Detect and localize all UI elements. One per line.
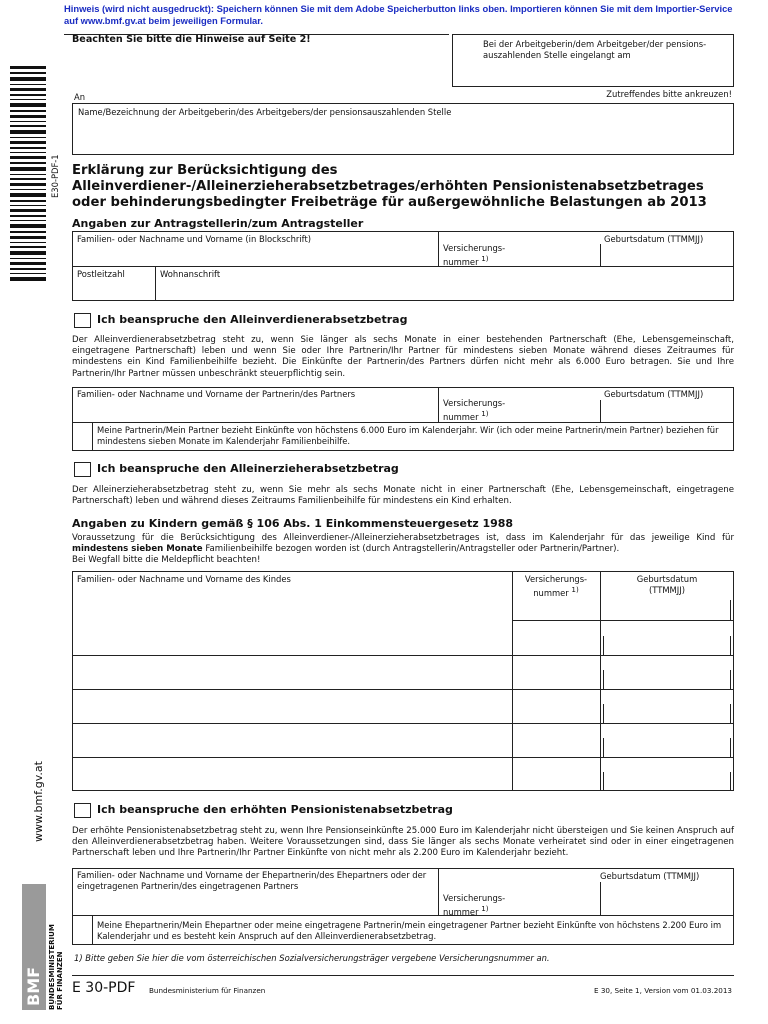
spouse-dob-label: Geburtsdatum (TTMMJJ): [600, 871, 700, 881]
spouse-name-input[interactable]: [74, 892, 434, 913]
pensionist-label: Ich beanspruche den erhöhten Pensionistenabsetzbetrag: [97, 803, 453, 816]
employer-label: Name/Bezeichnung der Arbeitgeberin/des Arbeitgebers/der pensionsauszahlenden Stelle: [78, 107, 452, 117]
received-label: Bei der Arbeitgeberin/dem Arbeitgeber/der pensions-auszahlenden Stelle eingelangt am: [483, 39, 707, 60]
barcode-icon: [10, 66, 46, 281]
partner-name-input[interactable]: [74, 400, 434, 420]
partner-svnr-sup: 1): [481, 409, 489, 418]
children-svnr-sup: 1): [571, 585, 579, 594]
partner-dob-input[interactable]: [602, 402, 732, 420]
applicant-address-label: Wohnanschrift: [160, 269, 221, 279]
spouse-svnr-label: Versicherungs-: [443, 893, 506, 903]
spouse-income-text: Meine Ehepartnerin/Mein Ehepartner oder meine eingetragene Partnerin/mein eingetragener Partner bezieht Einkünfte von höchstens 2.200 Euro im Kalenderjahr und es besteht kein Anspruch auf den Alleinverdienerabsetzbetrag.: [97, 920, 722, 941]
employer-name-field[interactable]: [72, 103, 734, 155]
child-1-svnr-input[interactable]: [514, 622, 598, 653]
applicant-svnr-input[interactable]: [500, 244, 596, 264]
children-meldepflicht: Bei Wegfall bitte die Meldepflicht beachten!: [72, 555, 261, 565]
side-form-code: E30-PDF-1: [50, 154, 60, 198]
spouse-income-checkbox[interactable]: [74, 917, 90, 943]
children-col-svnr2: nummer: [533, 587, 569, 598]
children-col-dob: Geburtsdatum: [636, 574, 698, 584]
alleinerzieher-label: Ich beanspruche den Alleinerzieherabsetzbetrag: [97, 462, 399, 475]
alleinverdiener-text: Der Alleinverdienerabsetzbetrag steht zu, wenn Sie länger als sechs Monate in einer bestehenden Partnerschaft (Ehe, Lebensgemeinschaft, eingetragene Partnerschaft) leben und wenn Sie oder Ihre Partnerin/Ihr Partner für mindestens sieben Monate während dieses Zeitraumes für mindestens ein Kind Familienbeihilfe bezieht. Die Einkünfte der Partnerin/des Partners dürfen nicht mehr als 6.000 Euro betragen. Sie und Ihre Partnerin/Ihr Partner müssen unbeschränkt steuerpflichtig sein.: [72, 335, 734, 379]
children-heading: Angaben zu Kindern gemäß § 106 Abs. 1 Einkommensteuergesetz 1988: [72, 517, 514, 530]
side-url: www.bmf.gv.at: [32, 761, 45, 842]
applicant-dob-label: Geburtsdatum (TTMMJJ): [604, 234, 704, 244]
applicant-heading: Angaben zur Antragstellerin/zum Antragsteller: [72, 217, 364, 230]
children-col-dob2: (TTMMJJ): [648, 585, 685, 595]
children-col-svnr: Versicherungs-: [524, 574, 588, 584]
spouse-name-label: Familien- oder Nachname und Vorname der Ehepartnerin/des Ehepartners oder der eingetragenen Partnerin/des eingetragenen Partners: [77, 870, 427, 891]
children-text-part2: Familienbeihilfe bezogen worden ist (durch Antragstellerin/Antragsteller oder Partnerin/Partner).: [205, 544, 620, 555]
partner-svnr-label: Versicherungs-: [443, 398, 506, 408]
partner-income-checkbox[interactable]: [74, 424, 90, 449]
spouse-svnr-label2: nummer: [443, 906, 479, 917]
applicant-address-input[interactable]: [158, 280, 732, 299]
spouse-dob-input[interactable]: [602, 884, 732, 913]
footer-form-code: E 30-PDF: [72, 980, 136, 996]
footnote: 1) Bitte geben Sie hier die vom österreichischen Sozialversicherungsträger vergebene Versicherungsnummer an.: [74, 953, 550, 963]
footer-version: E 30, Seite 1, Version vom 01.03.2013: [594, 986, 732, 995]
applicant-dob-input[interactable]: [602, 246, 732, 264]
children-text-part1: Voraussetzung für die Berücksichtigung des Alleinverdiener-/Alleinerzieherabsetzbetrages ist, dass im Kalenderjahr für das jeweilige Kind für: [72, 533, 734, 543]
applicant-plz-input[interactable]: [74, 280, 152, 299]
partner-income-text: Meine Partnerin/Mein Partner bezieht Einkünfte von höchstens 6.000 Euro im Kalenderjahr. Wir (ich oder meine Partnerin/mein Partner) beziehen für mindestens sieben Monate im Kalenderjahr Familienbeihilfe.: [97, 425, 719, 446]
alleinverdiener-label: Ich beanspruche den Alleinverdienerabsetzbetrag: [97, 313, 408, 326]
bmf-logo-sub2: FÜR FINANZEN: [56, 951, 64, 1010]
applicant-svnr-sup: 1): [481, 254, 489, 263]
partner-name-label: Familien- oder Nachname und Vorname der Partnerin/des Partners: [77, 389, 356, 399]
children-text: [72, 533, 734, 555]
an-label: An: [74, 92, 86, 102]
children-text-bold: mindestens sieben Monate: [72, 544, 203, 555]
child-4-name-input[interactable]: [74, 725, 510, 755]
alleinverdiener-checkbox[interactable]: [74, 313, 91, 328]
partner-svnr-label2: nummer: [443, 411, 479, 422]
zutreffendes-label: Zutreffendes bitte ankreuzen!: [606, 89, 732, 99]
child-1-name-input[interactable]: [74, 597, 510, 653]
pensionist-text: Der erhöhte Pensionistenabsetzbetrag steht zu, wenn Ihre Pensionseinkünfte 25.000 Euro im Kalenderjahr nicht übersteigen und Sie keinen Anspruch auf den Alleinverdienerabsetzbetrag haben. Weitere Voraussetzungen sind, dass Sie länger als sechs Monate verheiratet sind oder in einer eingetragenen Partnerschaft leben und Ihre Partnerin/Ihr Partner Einkünfte von nicht mehr als 2.200 Euro im Kalenderjahr bezieht.: [72, 826, 734, 859]
notice-text: Beachten Sie bitte die Hinweise auf Seite 2!: [72, 34, 311, 45]
applicant-svnr-label: Versicherungs-: [443, 243, 506, 253]
alleinerzieher-checkbox[interactable]: [74, 462, 91, 477]
footer-ministry: Bundesministerium für Finanzen: [149, 986, 266, 995]
received-date-box[interactable]: [452, 34, 734, 87]
applicant-name-label: Familien- oder Nachname und Vorname (in Blockschrift): [77, 234, 312, 244]
child-3-name-input[interactable]: [74, 691, 510, 721]
import-hint: Hinweis (wird nicht ausgedruckt): Speichern können Sie mit dem Adobe Speicherbutton links oben. Importieren können Sie mit dem Importier-Service auf www.bmf.gv.at beim jeweiligen Formular.: [64, 3, 733, 26]
child-1-dob-input[interactable]: [602, 622, 732, 653]
spouse-svnr-sup: 1): [481, 904, 489, 913]
alleinerzieher-text: Der Alleinerzieherabsetzbetrag steht zu, wenn Sie mehr als sechs Monate nicht in einer Partnerschaft (Ehe, Lebensgemeinschaft, eingetragene Partnerschaft) leben und während dieses Zeitraums Familienbeihilfe für mindestens ein Kind erhalten.: [72, 485, 734, 507]
applicant-plz-label: Postleitzahl: [77, 269, 125, 279]
bmf-logo-text: BMF: [24, 966, 43, 1006]
form-title: Erklärung zur Berücksichtigung des Alleinverdiener-/Alleinerzieherabsetzbetrages/erhöhten Pensionistenabsetzbetrages oder behinderungsbedingter Freibeträge für außergewöhnliche Belastungen ab 2013: [72, 163, 707, 210]
pensionist-checkbox[interactable]: [74, 803, 91, 818]
applicant-svnr-label2: nummer: [443, 256, 479, 267]
bmf-logo-sub1: BUNDESMINISTERIUM: [48, 924, 56, 1010]
child-2-name-input[interactable]: [74, 657, 510, 687]
child-5-name-input[interactable]: [74, 759, 510, 789]
partner-dob-label: Geburtsdatum (TTMMJJ): [604, 389, 704, 399]
applicant-name-input[interactable]: [74, 244, 434, 264]
partner-svnr-input[interactable]: [500, 400, 596, 420]
spouse-svnr-input[interactable]: [500, 893, 596, 913]
children-col-name: Familien- oder Nachname und Vorname des Kindes: [77, 574, 291, 584]
